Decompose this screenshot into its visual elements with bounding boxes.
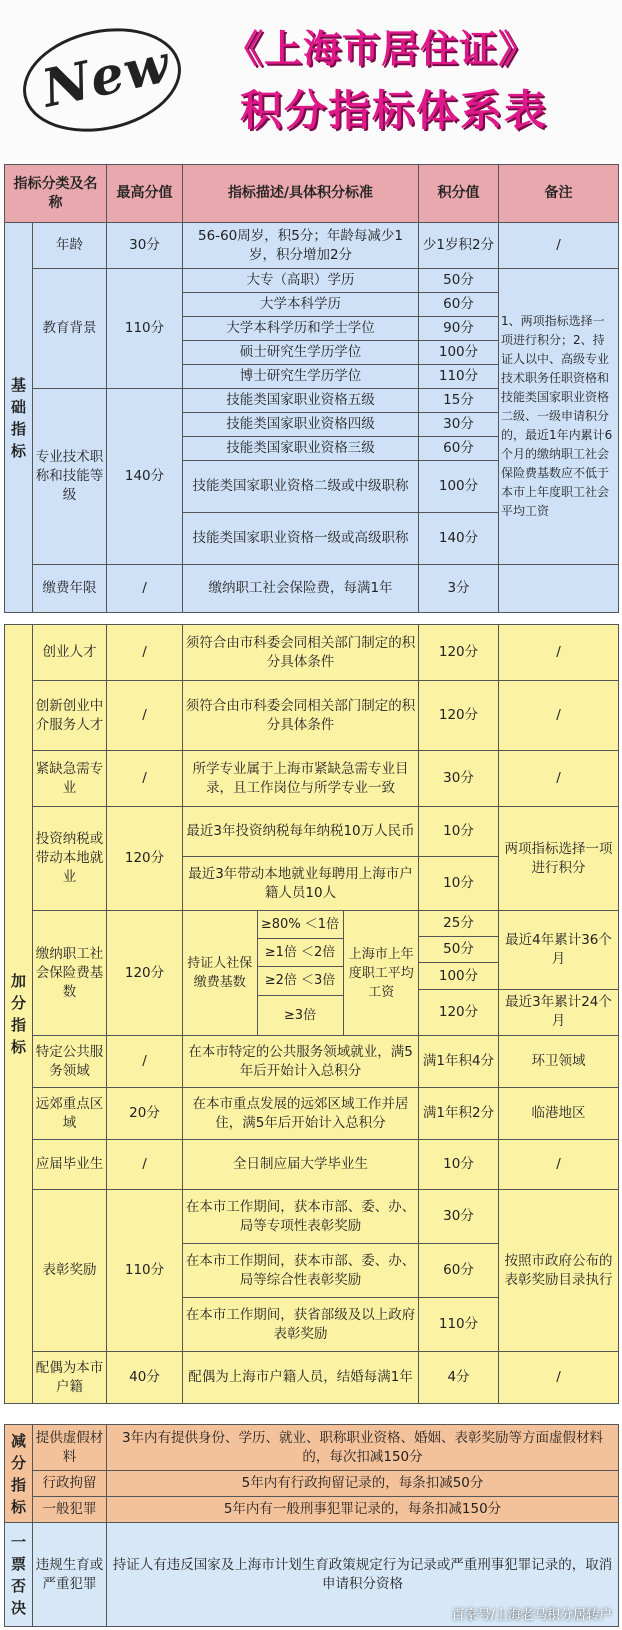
invest-score-1: 10分: [419, 807, 499, 857]
talent-score: 120分: [419, 625, 499, 681]
social-inner: [183, 911, 419, 1036]
page-title-line1: 《上海市居住证》: [225, 27, 538, 71]
award-desc-2: 在本市工作期间，获本市部、委、办、局等综合性表彰奖励: [183, 1244, 419, 1298]
skill-desc-1: 技能类国家职业资格五级: [183, 389, 419, 413]
page-title-line2: 积分指标体系表: [240, 86, 549, 135]
fee-max: /: [107, 565, 183, 613]
spouse-desc: 配偶为上海市户籍人员，结婚每满1年: [183, 1352, 419, 1404]
skill-score-1: 15分: [419, 389, 499, 413]
social-range-1: ≥80% ＜1倍: [257, 911, 343, 939]
edu-skill-note: 1、两项指标选择一项进行积分；2、持证人以中、高级专业技术职务任职资格和技能类国家职业资格二级、一级申请积分的，最近1年内累计6个月的缴纳职工社会保险费基数应不低于本市上年度职工社会平均工资: [499, 269, 619, 565]
social-avg: 上海市上年度职工平均工资: [343, 911, 419, 1035]
category-veto: 一票否决: [5, 1523, 33, 1627]
agency-desc: 须符合由市科委会同相关部门制定的积分具体条件: [183, 681, 419, 751]
spouse-note: /: [499, 1352, 619, 1404]
social-score-4: 120分: [419, 989, 499, 1035]
spouse-max: 40分: [107, 1352, 183, 1404]
suburb-name: 远郊重点区域: [33, 1088, 107, 1140]
age-score: 少1岁积2分: [419, 223, 499, 269]
suburb-max: 20分: [107, 1088, 183, 1140]
invest-score-2: 10分: [419, 857, 499, 911]
award-score-2: 60分: [419, 1244, 499, 1298]
invest-max: 120分: [107, 807, 183, 911]
edu-score-1: 50分: [419, 269, 499, 293]
agency-score: 120分: [419, 681, 499, 751]
skill-desc-3: 技能类国家职业资格三级: [183, 437, 419, 461]
crime-name: 一般犯罪: [33, 1497, 107, 1523]
social-range-4: ≥3倍: [257, 995, 343, 1035]
social-inner-table: [183, 911, 419, 1035]
category-bonus: 加分指标: [5, 625, 33, 1404]
award-score-1: 30分: [419, 1190, 499, 1244]
veto-name: 违规生育或严重犯罪: [33, 1523, 107, 1627]
col-header-score: 积分值: [419, 165, 499, 223]
grad-note: /: [499, 1140, 619, 1190]
suburb-desc: 在本市重点发展的远郊区域工作并居住，满5年后开始计入总积分: [183, 1088, 419, 1140]
edu-desc-2: 大学本科学历: [183, 293, 419, 317]
agency-name: 创新创业中介服务人才: [33, 681, 107, 751]
public-score: 满1年积4分: [419, 1036, 499, 1088]
edu-desc-3: 大学本科学历和学士学位: [183, 317, 419, 341]
agency-max: /: [107, 681, 183, 751]
veto-desc: 持证人有违反国家及上海市计划生育政策规定行为记录或严重刑事犯罪记录的，取消申请积分资格: [107, 1523, 619, 1627]
fee-desc: 缴纳职工社会保险费，每满1年: [183, 565, 419, 613]
edu-desc-4: 硕士研究生学历学位: [183, 341, 419, 365]
invest-note: 两项指标选择一项进行积分: [499, 807, 619, 911]
spouse-name: 配偶为本市户籍: [33, 1352, 107, 1404]
grad-max: /: [107, 1140, 183, 1190]
edu-score-2: 60分: [419, 293, 499, 317]
crime-desc: 5年内有一般刑事犯罪记录的，每条扣减150分: [107, 1497, 619, 1523]
social-score-1: 25分: [419, 911, 499, 937]
social-note-2: 最近3年累计24个月: [499, 989, 619, 1035]
skill-score-4: 100分: [419, 461, 499, 513]
age-max: 30分: [107, 223, 183, 269]
suburb-note: 临港地区: [499, 1088, 619, 1140]
skill-desc-4: 技能类国家职业资格二级或中级职称: [183, 461, 419, 513]
edu-score-4: 100分: [419, 341, 499, 365]
social-max: 120分: [107, 911, 183, 1036]
age-name: 年龄: [33, 223, 107, 269]
detain-desc: 5年内有行政拘留记录的，每条扣减50分: [107, 1471, 619, 1497]
talent-note: /: [499, 625, 619, 681]
social-range-2: ≥1倍 ＜2倍: [257, 939, 343, 967]
public-name: 特定公共服务领域: [33, 1036, 107, 1088]
public-desc: 在本市特定的公共服务领域就业，满5年后开始计入总积分: [183, 1036, 419, 1088]
skill-score-3: 60分: [419, 437, 499, 461]
col-header-note: 备注: [499, 165, 619, 223]
new-stamp-text: New: [37, 33, 176, 120]
fee-name: 缴费年限: [33, 565, 107, 613]
edu-desc-1: 大专（高职）学历: [183, 269, 419, 293]
invest-desc-1: 最近3年投资纳税每年纳税10万人民币: [183, 807, 419, 857]
suburb-score: 满1年积2分: [419, 1088, 499, 1140]
page-header: [0, 0, 622, 160]
edu-name: 教育背景: [33, 269, 107, 389]
urgent-score: 30分: [419, 751, 499, 807]
award-score-3: 110分: [419, 1298, 499, 1352]
skill-score-5: 140分: [419, 513, 499, 565]
social-range-3: ≥2倍 ＜3倍: [257, 967, 343, 995]
urgent-note: /: [499, 751, 619, 807]
edu-score-3: 90分: [419, 317, 499, 341]
age-desc: 56-60周岁，积5分；年龄每减少1岁，积分增加2分: [183, 223, 419, 269]
category-basic: 基础指标: [5, 223, 33, 613]
invest-name: 投资纳税或带动本地就业: [33, 807, 107, 911]
fake-name: 提供虚假材料: [33, 1425, 107, 1471]
talent-name: 创业人才: [33, 625, 107, 681]
social-score-3: 100分: [419, 963, 499, 989]
age-note: /: [499, 223, 619, 269]
skill-name: 专业技术职称和技能等级: [33, 389, 107, 565]
fee-score: 3分: [419, 565, 499, 613]
award-desc-3: 在本市工作期间，获省部级及以上政府表彰奖励: [183, 1298, 419, 1352]
points-table: [4, 164, 619, 613]
grad-name: 应届毕业生: [33, 1140, 107, 1190]
social-note-1: 最近4年累计36个月: [499, 911, 619, 990]
col-header-desc: 指标描述/具体积分标准: [183, 165, 419, 223]
urgent-max: /: [107, 751, 183, 807]
category-minus: 减分指标: [5, 1425, 33, 1523]
award-name: 表彰奖励: [33, 1190, 107, 1352]
col-header-max: 最高分值: [107, 165, 183, 223]
fake-desc: 3年内有提供身份、学历、就业、职称职业资格、婚姻、表彰奖励等方面虚假材料的，每次扣减150分: [107, 1425, 619, 1471]
edu-max: 110分: [107, 269, 183, 389]
award-desc-1: 在本市工作期间，获本市部、委、办、局等专项性表彰奖励: [183, 1190, 419, 1244]
edu-score-5: 110分: [419, 365, 499, 389]
agency-note: /: [499, 681, 619, 751]
points-table-bonus: [4, 624, 619, 1404]
watermark: 百家号/上海老马积分居转户: [451, 1608, 612, 1623]
public-max: /: [107, 1036, 183, 1088]
grad-score: 10分: [419, 1140, 499, 1190]
urgent-desc: 所学专业属于上海市紧缺急需专业目录，且工作岗位与所学专业一致: [183, 751, 419, 807]
skill-score-2: 30分: [419, 413, 499, 437]
grad-desc: 全日制应届大学毕业生: [183, 1140, 419, 1190]
edu-desc-5: 博士研究生学历学位: [183, 365, 419, 389]
award-note: 按照市政府公布的表彰奖励目录执行: [499, 1190, 619, 1352]
skill-desc-5: 技能类国家职业资格一级或高级职称: [183, 513, 419, 565]
spouse-score: 4分: [419, 1352, 499, 1404]
points-table-minus: [4, 1424, 619, 1627]
skill-desc-2: 技能类国家职业资格四级: [183, 413, 419, 437]
col-header-category: 指标分类及名称: [5, 165, 107, 223]
skill-max: 140分: [107, 389, 183, 565]
social-score-2: 50分: [419, 937, 499, 963]
social-name: 缴纳职工社会保险费基数: [33, 911, 107, 1036]
social-mid: 持证人社保缴费基数: [183, 911, 257, 1035]
award-max: 110分: [107, 1190, 183, 1352]
public-note: 环卫领域: [499, 1036, 619, 1088]
detain-name: 行政拘留: [33, 1471, 107, 1497]
talent-desc: 须符合由市科委会同相关部门制定的积分具体条件: [183, 625, 419, 681]
invest-desc-2: 最近3年带动本地就业每聘用上海市户籍人员10人: [183, 857, 419, 911]
talent-max: /: [107, 625, 183, 681]
urgent-name: 紧缺急需专业: [33, 751, 107, 807]
fee-note: [499, 565, 619, 613]
